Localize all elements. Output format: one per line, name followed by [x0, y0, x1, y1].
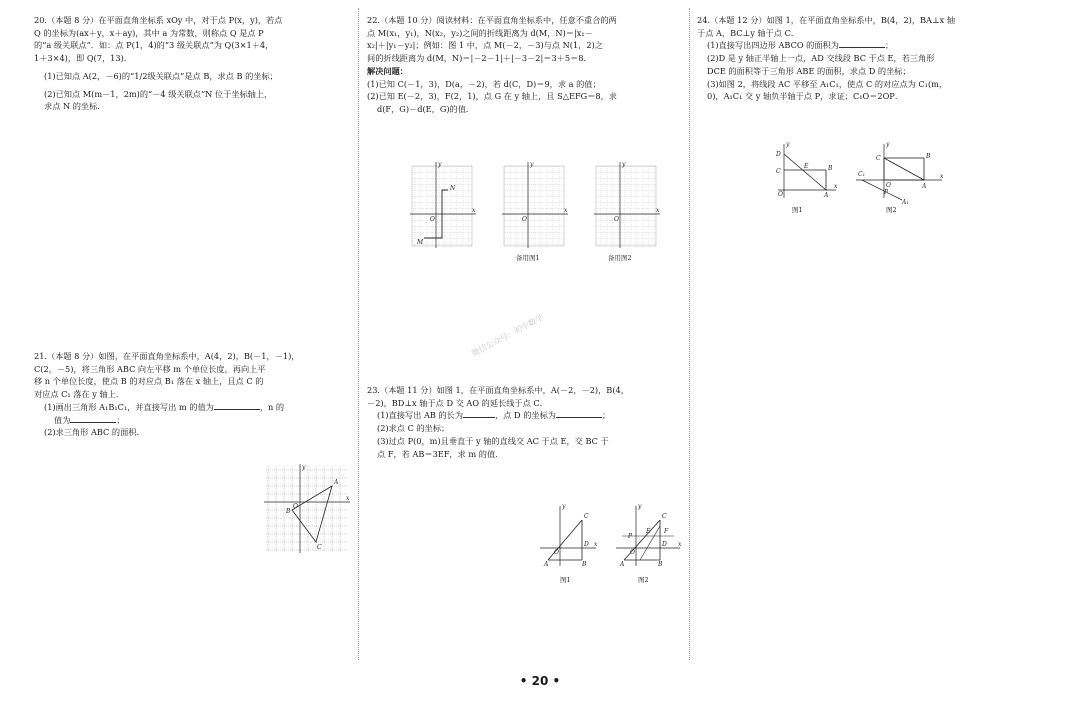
svg-text:x: x	[594, 541, 598, 548]
answer-blank[interactable]	[839, 39, 885, 48]
q24-sub3: (3)如图 2，将线段 AC 平移至 A₁C₁，使点 C 的对应点为 C₁(m，	[707, 78, 948, 89]
q24-sub2: DCE 的面积等于三角形 ABE 的面积，求点 D 的坐标；	[707, 65, 911, 76]
q22-sub1: (1)已知 C(－1，3)，D(a，－2)，若 d(C，D)＝9，求 a 的值；	[367, 78, 601, 89]
answer-blank[interactable]	[70, 414, 116, 423]
svg-text:B: B	[658, 561, 663, 568]
q23-sub1-text: (1)直接写出 AB 的长为	[377, 410, 464, 421]
q24-line: 于点 A，BC⊥y 轴于点 C．	[697, 27, 800, 38]
q22-head: 22.（本题 10 分）阅读材料：在平面直角坐标系中，任意不重合的两	[367, 15, 617, 25]
svg-text:B: B	[828, 165, 833, 172]
svg-text:A: A	[824, 192, 829, 199]
q22-sub2: (2)已知 E(－2，3)，F(2，1)，点 G 在 y 轴上，且 S△EFG＝8，求	[367, 91, 617, 102]
caption-backup-2: 备用图2	[608, 254, 632, 262]
svg-text:A: A	[620, 561, 625, 568]
svg-text:C: C	[876, 155, 881, 162]
q21-line: C(2，－5)，将三角形 ABC 向左平移 m 个单位长度，再向上平	[34, 363, 266, 374]
svg-text:A: A	[544, 561, 549, 568]
svg-text:y: y	[886, 141, 890, 148]
q20-line: Q 的坐标为(ax＋y，x＋ay)，其中 a 为常数，则称点 Q 是点 P	[34, 27, 264, 38]
q21-sub1	[34, 401, 354, 414]
svg-text:B: B	[926, 153, 931, 160]
svg-text:x: x	[678, 541, 682, 548]
grid-figure-2	[502, 161, 568, 262]
label-y: y	[622, 161, 626, 168]
svg-text:O: O	[886, 182, 891, 189]
question-24	[697, 14, 1017, 103]
q21-line: 移 n 个单位长度，使点 B 的对应点 B₁ 落在 x 轴上，且点 C 的	[34, 376, 264, 387]
question-21	[34, 350, 354, 439]
svg-text:y: y	[562, 503, 566, 510]
label-B: B	[286, 508, 291, 515]
q23-figure-2	[616, 503, 682, 584]
svg-text:C: C	[662, 513, 667, 520]
q24-sub1-text: (1)直接写出四边形 ABCO 的面积为	[707, 40, 839, 51]
q22-line: 点 M(x₁，y₁)，N(x₂，y₂)之间的折线距离为 d(M，N)＝|x₁－	[367, 27, 593, 38]
q24-sub1	[697, 39, 1017, 52]
svg-text:D: D	[776, 151, 781, 158]
page-number: • 20 •	[519, 674, 561, 688]
q20-sub2: (2)已知点 M(m－1，2m)的“－4 级关联点”N 位于坐标轴上，	[44, 88, 273, 99]
label-y: y	[302, 464, 306, 471]
q23-figure-1	[540, 503, 598, 584]
q21-sub2: (2)求三角形 ABC 的面积．	[44, 427, 145, 438]
svg-text:E: E	[646, 528, 651, 535]
label-x: x	[472, 207, 476, 214]
caption-fig2: 图2	[638, 576, 649, 584]
svg-text:C₁: C₁	[858, 171, 865, 178]
q22-figures	[408, 160, 678, 270]
svg-text:O: O	[630, 549, 635, 556]
q23-sub1	[367, 409, 685, 422]
label-y: y	[530, 161, 534, 168]
q24-sub1-text: ；	[884, 40, 894, 51]
q24-figure-2	[856, 141, 944, 214]
label-C: C	[317, 544, 322, 551]
q21-sub1-text: 值为	[54, 414, 71, 425]
answer-blank[interactable]	[556, 409, 602, 418]
q20-line: 1＋3×4)，即 Q(7，13)．	[34, 53, 132, 64]
q21-figure	[262, 462, 352, 554]
svg-text:y: y	[638, 503, 642, 510]
q22-sub2: d(F，G)－d(E，G)的值．	[377, 103, 475, 114]
svg-text:C: C	[776, 168, 781, 175]
caption-fig1: 图1	[560, 576, 571, 584]
svg-text:x: x	[940, 173, 944, 180]
q24-figures	[770, 140, 950, 220]
svg-text:A: A	[922, 183, 927, 190]
question-20	[34, 14, 354, 113]
grid-figure-1	[410, 161, 476, 248]
q21-sub1-text: (1)画出三角形 A₁B₁C₁，并直接写出 m 的值为	[44, 401, 214, 412]
caption-fig1: 图1	[792, 206, 803, 214]
label-O: O	[430, 216, 435, 223]
label-M: M	[417, 239, 424, 246]
svg-text:B: B	[582, 561, 587, 568]
q20-sub2: 求点 N 的坐标．	[44, 101, 106, 112]
q23-sub1-text: ；	[601, 410, 611, 421]
svg-text:D: D	[584, 541, 589, 548]
q22-solve-heading: 解决问题：	[367, 65, 408, 76]
label-x: x	[564, 207, 568, 214]
label-y: y	[438, 161, 442, 168]
label-x: x	[346, 495, 350, 502]
q23-sub3: 点 F，若 AB＝3EF，求 m 的值．	[377, 448, 504, 459]
label-A: A	[334, 479, 339, 486]
column-divider	[358, 8, 359, 660]
q21-head: 21.（本题 8 分）如图，在平面直角坐标系中，A(4，2)，B(－1，－1)，	[34, 351, 300, 361]
svg-text:O: O	[554, 549, 559, 556]
answer-blank[interactable]	[463, 409, 495, 418]
svg-text:E: E	[804, 163, 809, 170]
q24-figure-1	[775, 141, 838, 214]
question-22	[367, 14, 685, 116]
label-O: O	[522, 216, 527, 223]
q21-sub1-text: ，n 的	[259, 401, 285, 412]
label-N: N	[450, 185, 456, 192]
answer-blank[interactable]	[214, 401, 260, 410]
grid-figure-3	[594, 161, 660, 262]
q24-sub2: (2)D 是 y 轴正半轴上一点，AD 交线段 BC 于点 E，若三角形	[707, 53, 935, 64]
svg-text:C: C	[584, 513, 589, 520]
q22-line: 间的折线距离为 d(M，N)＝|－2－1|＋|－3－2|＝3＋5＝8．	[367, 53, 592, 64]
q20-sub1: (1)已知点 A(2，－6)的“1/2级关联点”是点 B，求点 B 的坐标；	[44, 70, 278, 81]
label-x: x	[656, 207, 660, 214]
svg-text:F: F	[664, 528, 669, 535]
q23-sub2: (2)求点 C 的坐标；	[377, 423, 450, 434]
svg-text:x: x	[834, 183, 838, 190]
svg-text:y: y	[786, 141, 790, 148]
question-23	[367, 384, 685, 460]
watermark: 微信公众号：初中数学	[470, 312, 546, 359]
svg-text:P: P	[628, 533, 633, 540]
q21-sub1	[34, 414, 354, 427]
q24-sub3: 0)，A₁C₁ 交 y 轴负半轴于点 P，求证：C₁O＝2OP．	[707, 91, 904, 102]
label-O: O	[293, 503, 298, 510]
label-O: O	[614, 216, 619, 223]
q22-line: x₂|＋|y₁－y₂|；例如：图 1 中，点 M(－2，－3)与点 N(1，2)之	[367, 40, 603, 51]
caption-fig2: 图2	[886, 206, 897, 214]
svg-text:O: O	[778, 191, 783, 198]
q21-line: 对应点 C₁ 落在 y 轴上．	[34, 389, 125, 400]
q23-figures	[534, 502, 684, 588]
q23-line: －2)，BD⊥x 轴于点 D 交 AO 的延长线于点 C．	[367, 397, 548, 408]
q23-sub1-text: ，点 D 的坐标为	[495, 410, 556, 421]
q23-sub3: (3)过点 P(0，m)且垂直于 y 轴的直线交 AC 于点 E，交 BC 于	[377, 435, 609, 446]
q20-line: 的“a 级关联点”．如：点 P(1，4)的“3 级关联点”为 Q(3×1＋4，	[34, 40, 274, 51]
svg-text:A₁: A₁	[902, 199, 909, 206]
caption-backup-1: 备用图1	[516, 254, 540, 262]
q20-head: 20.（本题 8 分）在平面直角坐标系 xOy 中，对于点 P(x，y)，若点	[34, 15, 283, 25]
q23-head: 23.（本题 11 分）如图 1，在平面直角坐标系中，A(－2，－2)，B(4，	[367, 385, 629, 395]
svg-text:P: P	[884, 189, 889, 196]
q21-sub1-text: ；	[116, 414, 125, 425]
q24-head: 24.（本题 12 分）如图 1，在平面直角坐标系中，B(4，2)，BA⊥x 轴	[697, 15, 956, 25]
column-divider	[689, 8, 690, 660]
svg-text:D: D	[662, 541, 667, 548]
